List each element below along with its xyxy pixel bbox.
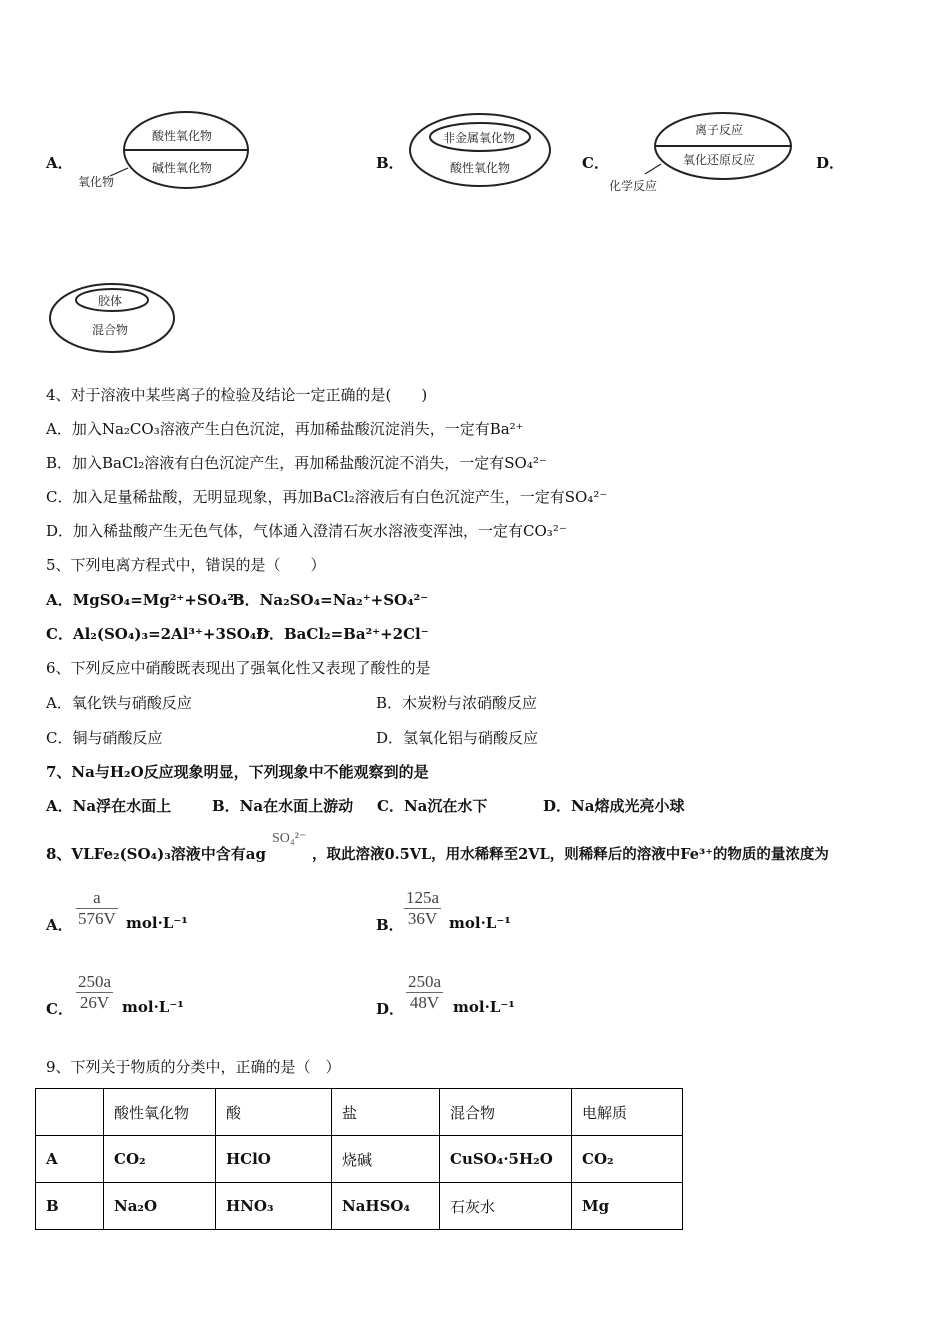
- q4-option-c: C．加入足量稀盐酸，无明显现象，再加BaCl₂溶液后有白色沉淀产生，一定有SO₄²⁻: [46, 488, 608, 506]
- q8-option-a-label: A．: [46, 916, 73, 934]
- q3-d-outer-text: 混合物: [92, 323, 129, 337]
- q4-stem: 4、对于溶液中某些离子的检验及结论一定正确的是( ): [46, 386, 428, 404]
- q8-option-b-label: B．: [376, 916, 404, 934]
- q3-a-top-text: 酸性氧化物: [152, 129, 213, 143]
- q6-option-b: B．木炭粉与浓硝酸反应: [376, 694, 538, 712]
- q8-option-c-denominator: 26V: [76, 992, 113, 1013]
- q7-option-c: C．Na沉在水下: [377, 797, 488, 815]
- table-cell: CuSO₄·5H₂O: [440, 1136, 572, 1183]
- q8-option-b-fraction: [404, 888, 441, 929]
- q3-b-inner-text: 非金属氧化物: [443, 131, 516, 145]
- q3-a-outer-text: 氧化物: [78, 175, 115, 189]
- q3-diagram-b: [405, 110, 555, 196]
- table-cell: CO₂: [572, 1136, 683, 1183]
- classification-table: [35, 1088, 683, 1230]
- table-cell: NaHSO₄: [332, 1183, 440, 1230]
- q5-stem: 5、下列电离方程式中，错误的是（ ）: [46, 556, 326, 574]
- q8-ion: SO₄²⁻: [272, 831, 307, 846]
- q8-option-b-denominator: 36V: [404, 908, 441, 929]
- q8-option-a-numerator: a: [93, 888, 101, 907]
- table-cell: B: [36, 1183, 104, 1230]
- q6-option-c: C．铜与硝酸反应: [46, 729, 163, 747]
- table-cell: 石灰水: [440, 1183, 572, 1230]
- table-header-cell: 盐: [332, 1089, 440, 1136]
- q5-option-d: D．BaCl₂=Ba²⁺+2Cl⁻: [256, 625, 429, 643]
- table-row: [36, 1136, 683, 1183]
- table-cell: HNO₃: [216, 1183, 332, 1230]
- table-cell: A: [36, 1136, 104, 1183]
- q5-option-a: A．MgSO₄=Mg²⁺+SO₄²⁻: [46, 591, 242, 609]
- q9-stem: 9、下列关于物质的分类中，正确的是（ ）: [46, 1058, 341, 1076]
- q7-option-a: A．Na浮在水面上: [46, 797, 172, 815]
- table-cell: HClO: [216, 1136, 332, 1183]
- q6-stem: 6、下列反应中硝酸既表现出了强氧化性又表现了酸性的是: [46, 659, 431, 677]
- table-header-row: [36, 1089, 683, 1136]
- table-header-cell: 酸性氧化物: [104, 1089, 216, 1136]
- q8-option-a-denominator: 576V: [78, 909, 116, 928]
- q8-option-b-unit: mol·L⁻¹: [449, 914, 511, 932]
- q3-b-outer-text: 酸性氧化物: [450, 161, 511, 175]
- table-header-cell: [36, 1089, 104, 1136]
- q8-option-c-fraction: [76, 972, 113, 1013]
- q8-option-a-unit: mol·L⁻¹: [126, 914, 188, 932]
- table-header-cell: 混合物: [440, 1089, 572, 1136]
- q7-option-b: B．Na在水面上游动: [212, 797, 354, 815]
- q4-option-d: D．加入稀盐酸产生无色气体，气体通入澄清石灰水溶液变浑浊，一定有CO₃²⁻: [46, 522, 567, 540]
- q8-option-d-denominator: 48V: [406, 992, 443, 1013]
- q6-option-d: D．氢氧化铝与硝酸反应: [376, 729, 539, 747]
- table-header-cell: 酸: [216, 1089, 332, 1136]
- table-cell: CO₂: [104, 1136, 216, 1183]
- q3-option-d-label: D．: [816, 154, 845, 172]
- q8-option-b-numerator: 125a: [406, 888, 440, 907]
- q3-a-bottom-text: 碱性氧化物: [152, 161, 213, 175]
- q8-stem-part1: 8、VLFe₂(SO₄)₃溶液中含有ag: [46, 845, 267, 863]
- q6-option-a: A．氧化铁与硝酸反应: [46, 694, 192, 712]
- q8-option-d-label: D．: [376, 1000, 405, 1018]
- q7-option-d: D．Na熔成光亮小球: [543, 797, 685, 815]
- q8-stem-part2: ，取此溶液0.5VL，用水稀释至2VL，则稀释后的溶液中Fe³⁺的物质的量浓度为: [312, 846, 829, 863]
- q5-option-c: C．Al₂(SO₄)₃=2Al³⁺+3SO₄²⁻: [46, 625, 271, 643]
- q3-d-inner-text: 胶体: [98, 294, 123, 308]
- table-header-cell: 电解质: [572, 1089, 683, 1136]
- q7-stem: 7、Na与H₂O反应现象明显，下列现象中不能观察到的是: [46, 763, 429, 781]
- q5-option-b: B．Na₂SO₄=Na₂⁺+SO₄²⁻: [232, 591, 429, 609]
- q8-option-d-fraction: [406, 972, 443, 1013]
- q8-option-c-unit: mol·L⁻¹: [122, 998, 184, 1016]
- table-cell: Mg: [572, 1183, 683, 1230]
- q3-option-a-label: A．: [46, 154, 73, 172]
- q3-option-b-label: B．: [376, 154, 404, 172]
- q3-option-c-label: C．: [582, 154, 609, 172]
- q8-option-d-numerator: 250a: [408, 972, 442, 991]
- q3-diagram-c: [605, 108, 795, 202]
- q3-diagram-d: [46, 280, 178, 362]
- table-row: [36, 1183, 683, 1230]
- q3-c-outer-text: 化学反应: [609, 179, 658, 193]
- q8-option-d-unit: mol·L⁻¹: [453, 998, 515, 1016]
- table-cell: Na₂O: [104, 1183, 216, 1230]
- q3-c-bottom-text: 氧化还原反应: [683, 153, 756, 167]
- q3-diagram-a: [70, 100, 250, 204]
- q4-option-a: A．加入Na₂CO₃溶液产生白色沉淀，再加稀盐酸沉淀消失，一定有Ba²⁺: [46, 420, 524, 438]
- q4-option-b: B．加入BaCl₂溶液有白色沉淀产生，再加稀盐酸沉淀不消失，一定有SO₄²⁻: [46, 454, 547, 472]
- table-cell: 烧碱: [332, 1136, 440, 1183]
- q3-c-top-text: 离子反应: [695, 123, 744, 137]
- q8-option-a-fraction: [76, 888, 118, 929]
- q8-option-c-label: C．: [46, 1000, 73, 1018]
- q8-option-c-numerator: 250a: [78, 972, 112, 991]
